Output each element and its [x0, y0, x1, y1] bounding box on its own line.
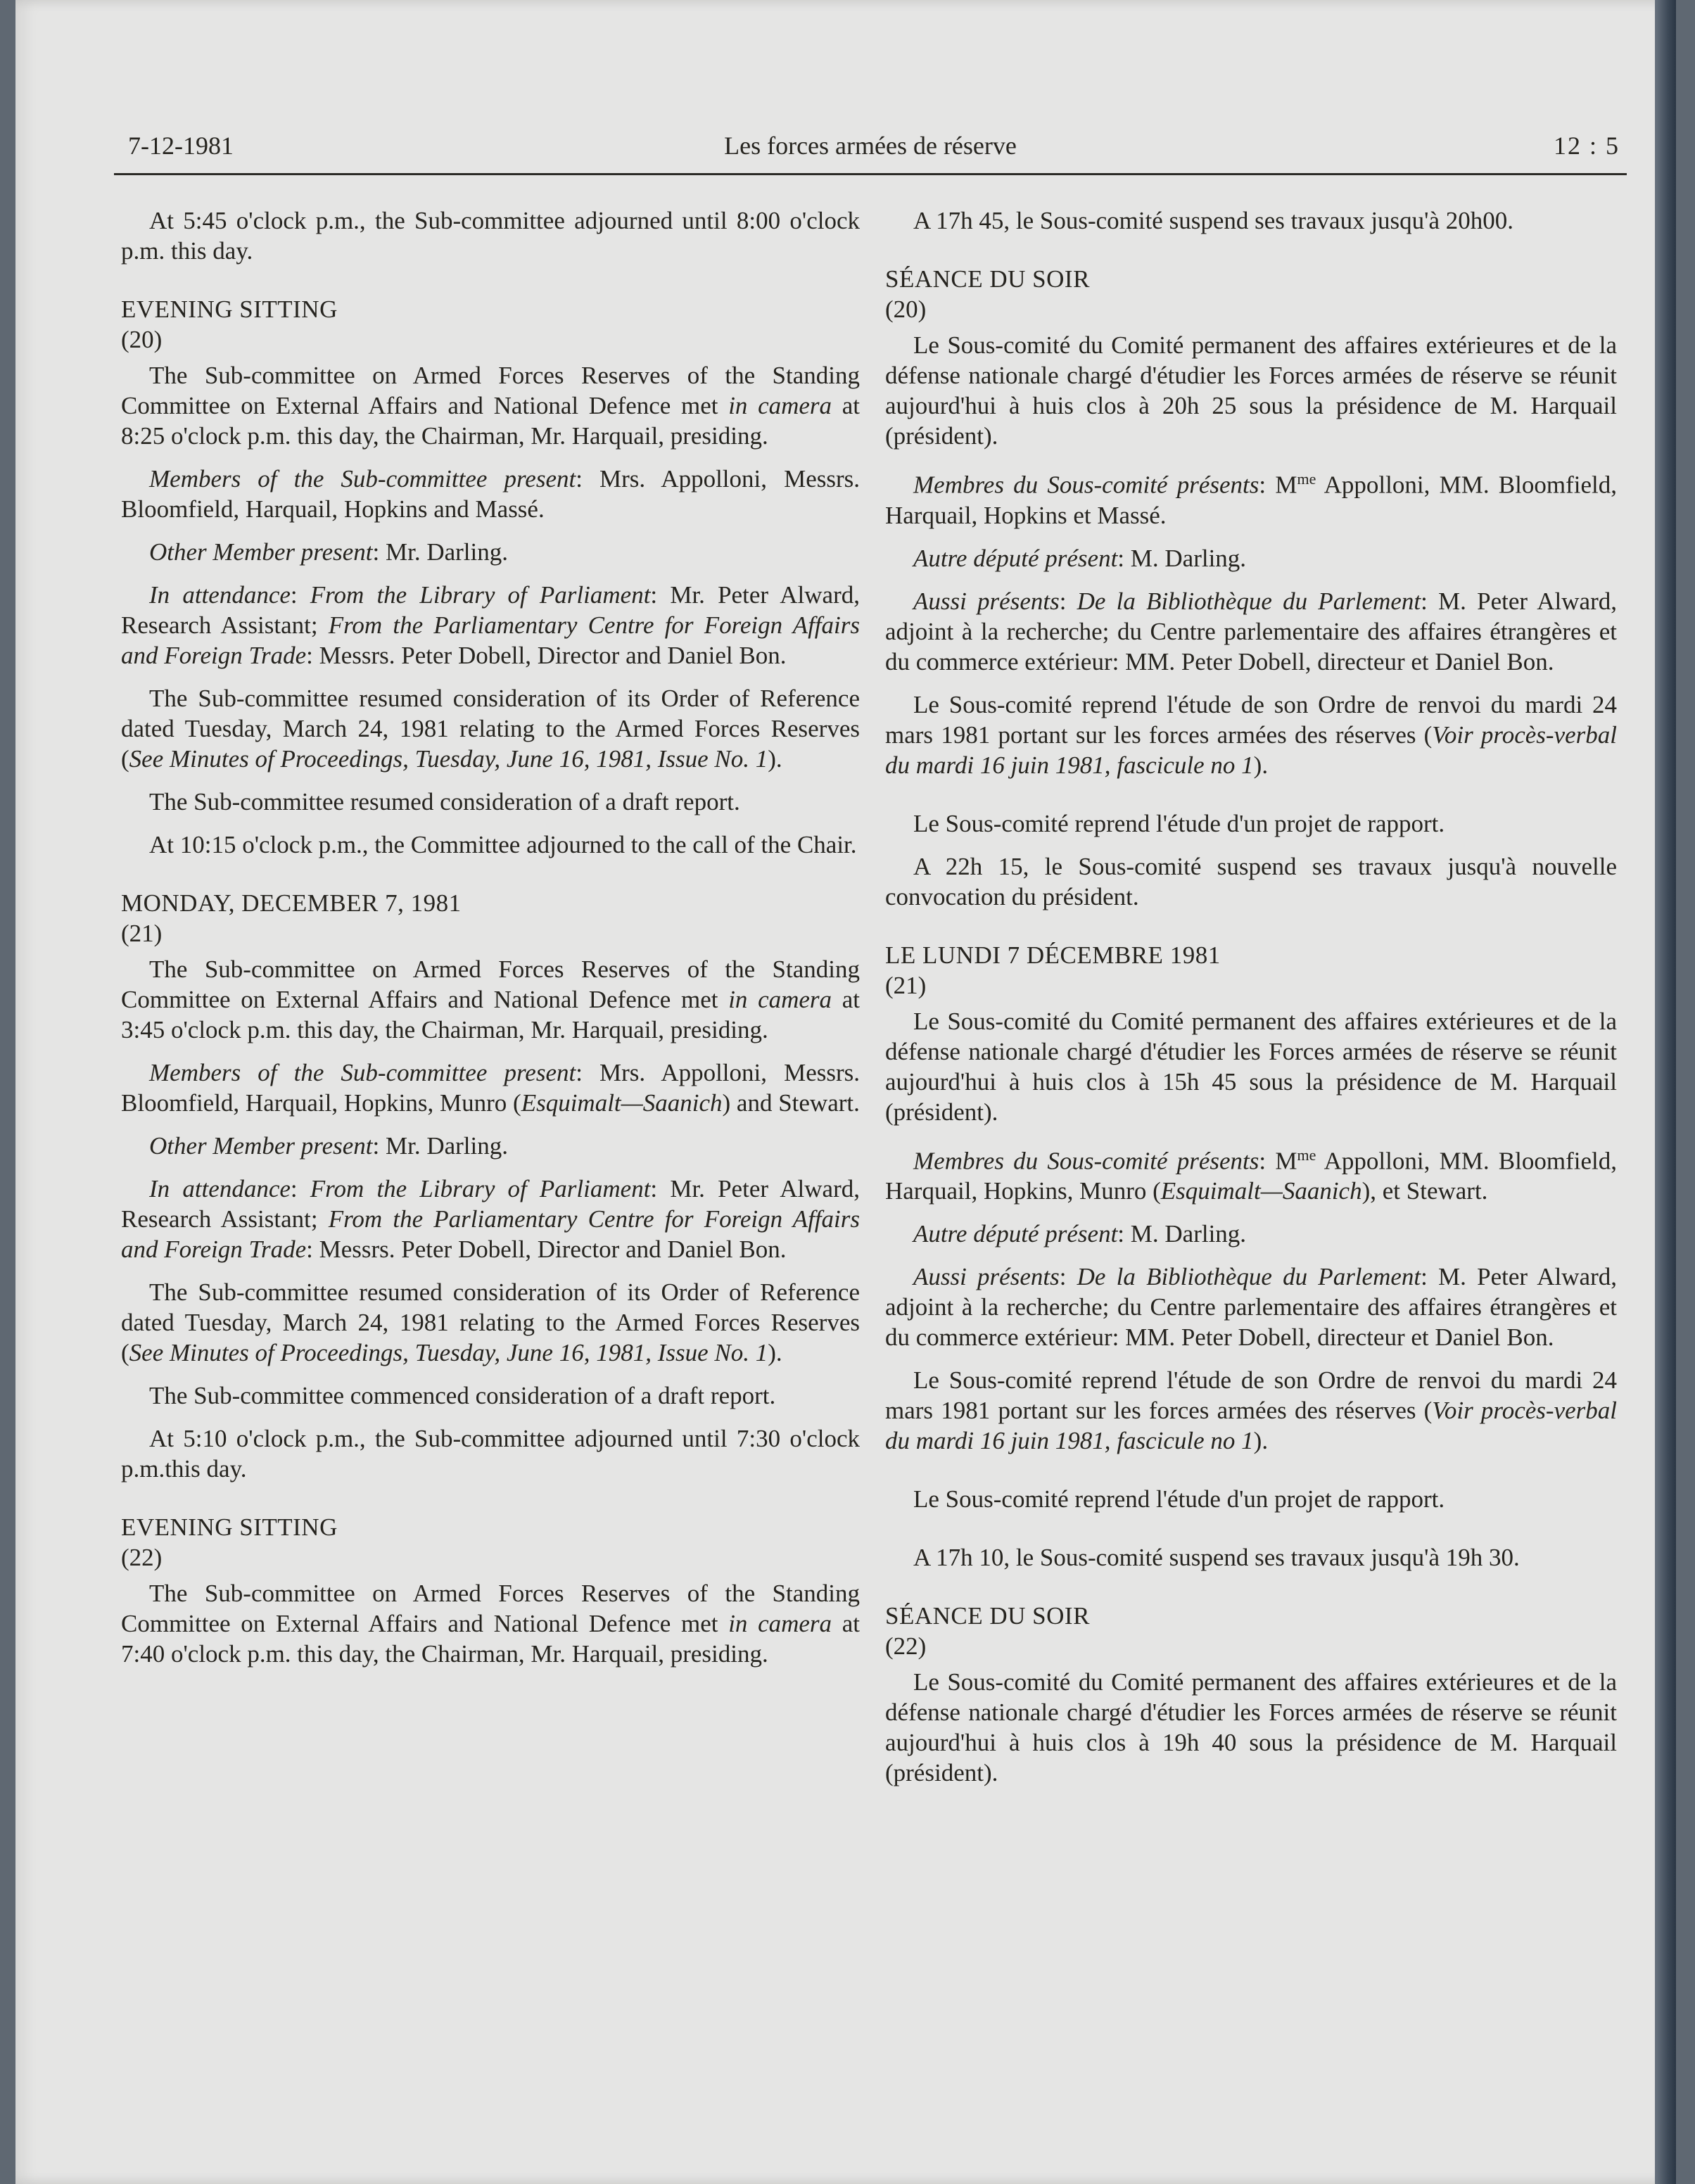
paragraph: At 5:10 o'clock p.m., the Sub-committee adjourned until 7:30 o'clock p.m.this day. — [121, 1425, 860, 1483]
paragraph: The Sub-committee on Armed Forces Reserves of the Standing Committee on External Affairs and National Defence met in camera at 8:25 o'clock p.m. this day, the Chairman, Mr. Harquail, presiding. — [121, 362, 860, 450]
paragraph: Le Sous-comité du Comité permanent des affaires extérieures et de la défense nationale chargé d'étudier les Forces armées de réserve se réunit aujourd'hui à huis clos à 20h 25 sous la présidence de M. Harquail (président). — [885, 331, 1617, 450]
english-column — [121, 205, 860, 1669]
paragraph: Autre député présent: M. Darling. — [913, 1220, 1247, 1248]
paragraph: Aussi présents: De la Bibliothèque du Parlement: M. Peter Alward, adjoint à la recherche; du Centre parlementaire des affaires étrangères et du commerce extérieur: MM. Peter Dobell, directeur et Daniel Bon. — [885, 587, 1617, 675]
paragraph: A 22h 15, le Sous-comité suspend ses travaux jusqu'à nouvelle convocation du président. — [885, 852, 1617, 910]
section-heading: EVENING SITTING — [121, 296, 338, 323]
header-page-number: 12 : 5 — [1553, 132, 1620, 160]
paragraph: Membres du Sous-comité présents: $M^{me}$ Appolloni, MM. Bloomfield, Harquail, Hopkins et Massé. — [885, 470, 1617, 529]
sitting-number: (22) — [121, 1544, 163, 1571]
paragraph: Autre député présent: M. Darling. — [913, 544, 1247, 572]
sitting-number: (20) — [885, 296, 927, 323]
section-heading: LE LUNDI 7 DÉCEMBRE 1981 — [885, 941, 1221, 969]
paragraph: Le Sous-comité reprend l'étude d'un projet de rapport. — [913, 809, 1445, 837]
paragraph: Other Member present: Mr. Darling. — [149, 538, 508, 566]
paragraph: At 10:15 o'clock p.m., the Committee adjourned to the call of the Chair. — [149, 831, 857, 858]
paragraph: The Sub-committee resumed consideration of a draft report. — [149, 788, 740, 815]
paragraph: A 17h 10, le Sous-comité suspend ses travaux jusqu'à 19h 30. — [913, 1544, 1520, 1572]
sitting-number: (21) — [885, 971, 927, 999]
paragraph: The Sub-committee on Armed Forces Reserves of the Standing Committee on External Affairs and National Defence met in camera at 3:45 o'clock p.m. this day, the Chairman, Mr. Harquail, presiding. — [121, 956, 860, 1043]
french-column — [885, 205, 1617, 1788]
paragraph: Membres du Sous-comité présents: $M^{me}$ Appolloni, MM. Bloomfield, Harquail, Hopkins, Munro (Esquimalt—Saanich), et Stewart. — [885, 1145, 1617, 1205]
running-header — [114, 131, 1627, 175]
paragraph: In attendance: From the Library of Parliament: Mr. Peter Alward, Research Assistant; From the Parliamentary Centre for Foreign Affairs and Foreign Trade: Messrs. Peter Dobell, Director and Daniel Bon. — [121, 581, 860, 669]
paragraph: Le Sous-comité du Comité permanent des affaires extérieures et de la défense nationale chargé d'étudier les Forces armées de réserve se réunit aujourd'hui à huis clos à 15h 45 sous la présidence de M. Harquail (président). — [885, 1007, 1617, 1126]
binding-edge — [1655, 0, 1676, 2184]
paragraph: Le Sous-comité du Comité permanent des affaires extérieures et de la défense nationale chargé d'étudier les Forces armées de réserve se réunit aujourd'hui à huis clos à 19h 40 sous la présidence de M. Harquail (président). — [885, 1668, 1617, 1787]
document-page — [15, 0, 1676, 2184]
paragraph: Aussi présents: De la Bibliothèque du Parlement: M. Peter Alward, adjoint à la recherche; du Centre parlementaire des affaires étrangères et du commerce extérieur: MM. Peter Dobell, directeur et Daniel Bon. — [885, 1263, 1617, 1352]
paragraph: The Sub-committee on Armed Forces Reserves of the Standing Committee on External Affairs and National Defence met in camera at 7:40 o'clock p.m. this day, the Chairman, Mr. Harquail, presiding. — [121, 1580, 860, 1668]
paragraph: At 5:45 o'clock p.m., the Sub-committee adjourned until 8:00 o'clock p.m. this day. — [121, 207, 860, 265]
header-title: Les forces armées de réserve — [724, 132, 1017, 160]
paragraph: In attendance: From the Library of Parliament: Mr. Peter Alward, Research Assistant; From the Parliamentary Centre for Foreign Affairs and Foreign Trade: Messrs. Peter Dobell, Director and Daniel Bon. — [121, 1175, 860, 1263]
paragraph: Other Member present: Mr. Darling. — [149, 1132, 508, 1160]
sitting-number: (21) — [121, 920, 163, 947]
paragraph: Members of the Sub-committee present: Mrs. Appolloni, Messrs. Bloomfield, Harquail, Hopkins and Massé. — [121, 465, 861, 523]
section-heading: EVENING SITTING — [121, 1513, 338, 1541]
sitting-number: (20) — [121, 326, 163, 353]
sitting-number: (22) — [885, 1632, 927, 1661]
paragraph: The Sub-committee resumed consideration of its Order of Reference dated Tuesday, March 24, 1981 relating to the Armed Forces Reserves (See Minutes of Proceedings, Tuesday, June 16, 1981, Issue No. 1). — [121, 685, 860, 773]
paragraph: Le Sous-comité reprend l'étude d'un projet de rapport. — [913, 1485, 1445, 1513]
paragraph: Le Sous-comité reprend l'étude de son Ordre de renvoi du mardi 24 mars 1981 portant sur les forces armées des réserves (Voir procès-verbal du mardi 16 juin 1981, fascicule no 1). — [885, 690, 1617, 779]
paragraph: A 17h 45, le Sous-comité suspend ses travaux jusqu'à 20h00. — [913, 207, 1514, 234]
section-heading: MONDAY, DECEMBER 7, 1981 — [121, 889, 462, 917]
paragraph: The Sub-committee resumed consideration of its Order of Reference dated Tuesday, March 24, 1981 relating to the Armed Forces Reserves (See Minutes of Proceedings, Tuesday, June 16, 1981, Issue No. 1). — [121, 1278, 860, 1366]
paragraph: Members of the Sub-committee present: Mrs. Appolloni, Messrs. Bloomfield, Harquail, Hopkins, Munro (Esquimalt—Saanich) and Stewart. — [121, 1059, 861, 1117]
section-heading: SÉANCE DU SOIR — [885, 1602, 1090, 1630]
paragraph: The Sub-committee commenced consideration of a draft report. — [149, 1382, 776, 1409]
section-heading: SÉANCE DU SOIR — [885, 265, 1090, 293]
header-date: 7-12-1981 — [128, 132, 234, 160]
paragraph: Le Sous-comité reprend l'étude de son Ordre de renvoi du mardi 24 mars 1981 portant sur les forces armées des réserves (Voir procès-verbal du mardi 16 juin 1981, fascicule no 1). — [885, 1366, 1617, 1455]
